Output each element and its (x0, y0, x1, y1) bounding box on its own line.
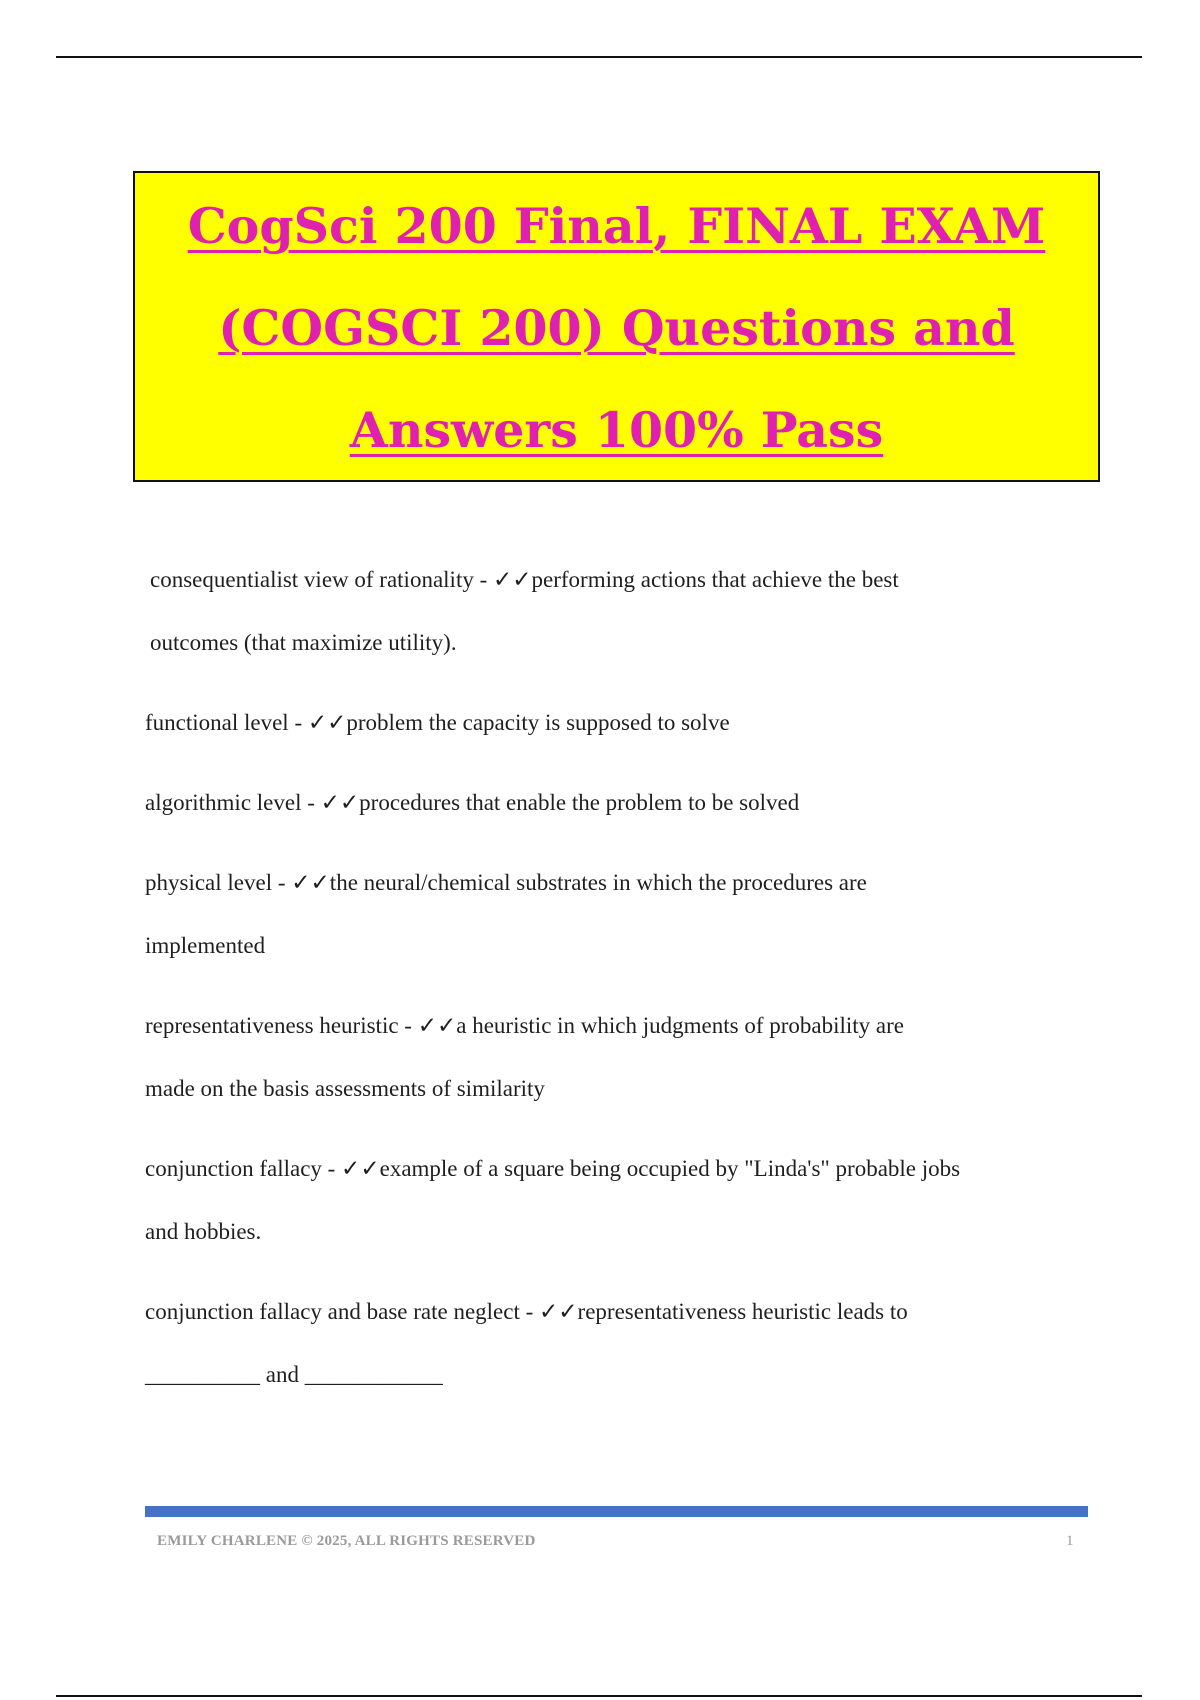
qa-item (145, 771, 1085, 834)
qa-item (145, 1137, 1085, 1263)
qa-line: outcomes (that maximize utility). (150, 630, 457, 655)
qa-item (145, 1280, 1085, 1406)
qa-line: made on the basis assessments of similarity (145, 1076, 545, 1101)
qa-item (145, 994, 1085, 1120)
qa-item (145, 851, 1085, 977)
qa-line: __________ and ____________ (145, 1362, 443, 1387)
qa-line: functional level - ✓✓problem the capacity is supposed to solve (145, 710, 730, 735)
qa-line: representativeness heuristic - ✓✓a heuristic in which judgments of probability are (145, 1013, 904, 1038)
bottom-rule (56, 1695, 1142, 1697)
page-number: 1 (1066, 1533, 1074, 1549)
title-line-2: (COGSCI 200) Questions and (218, 299, 1015, 357)
qa-line: and hobbies. (145, 1219, 262, 1244)
qa-line: physical level - ✓✓the neural/chemical substrates in which the procedures are (145, 870, 867, 895)
title-line-1: CogSci 200 Final, FINAL EXAM (187, 197, 1046, 255)
qa-line: conjunction fallacy and base rate neglect - ✓✓representativeness heuristic leads to (145, 1299, 908, 1324)
top-rule (56, 56, 1142, 58)
qa-line: implemented (145, 933, 266, 958)
title-box (133, 171, 1100, 482)
footer-bar (145, 1506, 1088, 1517)
qa-line: consequentialist view of rationality - ✓✓performing actions that achieve the best (150, 567, 899, 592)
qa-item (145, 691, 1085, 754)
qa-line: conjunction fallacy - ✓✓example of a square being occupied by "Linda's" probable jobs (145, 1156, 961, 1181)
footer-copyright: EMILY CHARLENE © 2025, ALL RIGHTS RESERVED (157, 1533, 536, 1549)
title-line-3: Answers 100% Pass (349, 401, 884, 459)
qa-line: algorithmic level - ✓✓procedures that enable the problem to be solved (145, 790, 800, 815)
qa-item (145, 548, 1085, 674)
qa-list (145, 548, 1085, 1423)
